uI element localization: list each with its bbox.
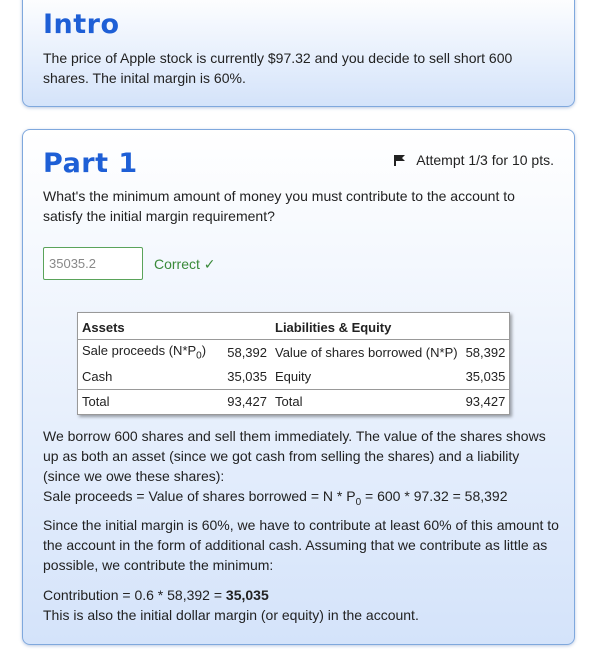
asset-value: 35,035 xyxy=(227,369,267,385)
intro-text: The price of Apple stock is currently $97.32 and you decide to sell short 600 shares. The inital margin is 60%. xyxy=(43,50,513,86)
explanation-para2: Since the initial margin is 60%, we have to contribute at least 60% of this amount to the account in the form of additional cash. Assuming that we contribute as little as possible, we contribute the minimum: xyxy=(43,517,559,573)
liability-label: Equity xyxy=(275,369,312,385)
attempt-info xyxy=(394,152,554,168)
assets-header: Assets xyxy=(78,313,272,340)
asset-label: Sale proceeds $(N*P_0)$ xyxy=(82,343,207,362)
asset-value: 58,392 xyxy=(227,344,267,360)
contribution-line: Contribution = 0.6 * 58,392 = 35,035 xyxy=(43,587,269,603)
part1-title: Part 1 xyxy=(43,148,138,179)
table-row xyxy=(78,389,510,414)
table-row xyxy=(78,340,510,365)
intro-card xyxy=(22,0,575,107)
intro-title: Intro xyxy=(43,9,120,40)
correct-feedback: Correct ✓ xyxy=(154,256,216,272)
question-text: What's the minimum amount of money you must contribute to the account to satisfy the initial margin requirement? xyxy=(43,188,515,224)
explanation-line: up as both an asset (since we got cash from selling the shares) and a liability xyxy=(43,448,520,464)
table-header-row xyxy=(78,313,510,340)
attempt-text: Attempt 1/3 for 10 pts. xyxy=(416,152,554,168)
asset-label: Cash xyxy=(82,369,113,385)
liability-label: Total xyxy=(271,389,462,414)
equity-note: This is also the initial dollar margin (or equity) in the account. xyxy=(43,607,419,623)
asset-label: Total xyxy=(78,389,220,414)
flag-icon xyxy=(394,155,406,166)
liabilities-header: Liabilities & Equity xyxy=(271,313,510,340)
explanation-para1 xyxy=(43,426,563,513)
table-row xyxy=(78,365,510,390)
part1-card xyxy=(22,129,575,645)
balance-sheet-table xyxy=(77,312,510,415)
explanation-line: (since we owe these shares): xyxy=(43,468,225,484)
liability-label: Value of shares borrowed (N*P) xyxy=(275,344,458,360)
formula-line: Sale proceeds = Value of shares borrowed = $N * P_0 = 600 * 97.32 = 58,392$ xyxy=(43,488,508,508)
explanation-line: We borrow 600 shares and sell them immediately. The value of the shares shows xyxy=(43,428,546,444)
contribution-block xyxy=(43,585,563,625)
asset-value: 93,427 xyxy=(220,389,271,414)
answer-input[interactable] xyxy=(43,247,143,280)
liability-value: 93,427 xyxy=(462,389,510,414)
liability-value: 35,035 xyxy=(465,369,506,385)
liability-value: 58,392 xyxy=(465,344,506,360)
